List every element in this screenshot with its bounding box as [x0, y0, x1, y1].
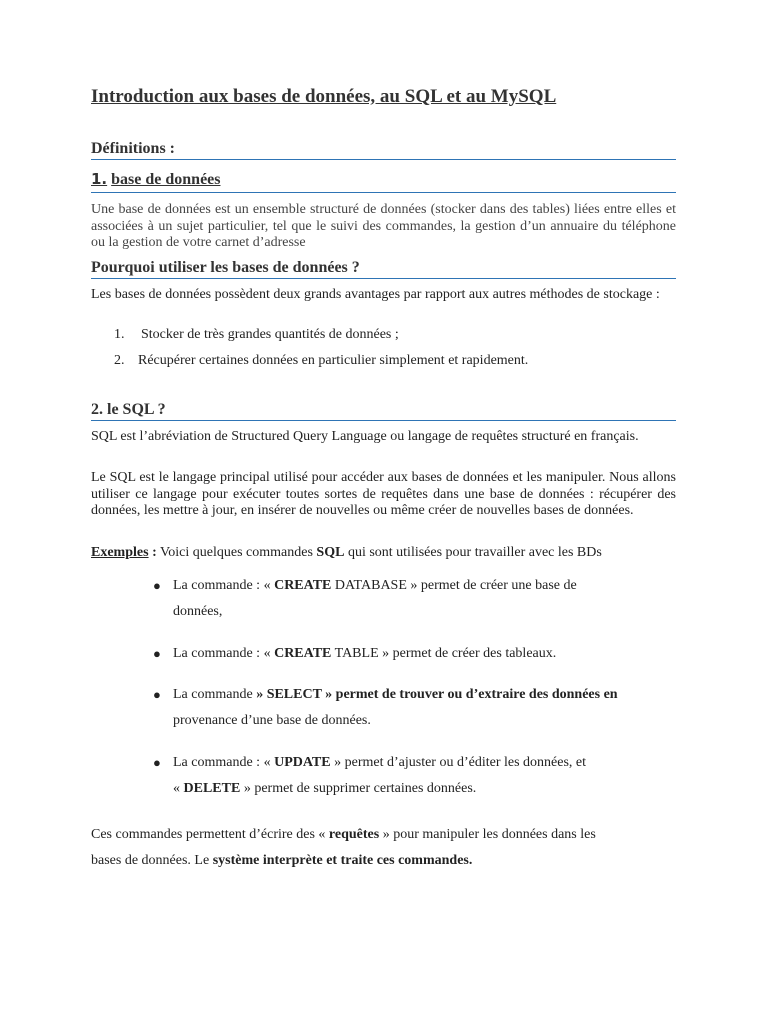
list-item-text: Récupérer certaines données en particulier simplement et rapidement. — [138, 353, 529, 368]
list-item-number: 2. — [114, 353, 125, 368]
closing-paragraph: Ces commandes permettent d’écrire des « requêtes » pour manipuler les données dans les bases de données. Le système interprète et traite ces commandes. — [91, 827, 596, 868]
document-title: Introduction aux bases de données, au SQL et au MySQL — [91, 86, 557, 107]
bullet-icon: ● — [153, 646, 161, 661]
bullet-icon: ● — [153, 687, 161, 702]
bullet-icon: ● — [153, 578, 161, 593]
why-paragraph: Les bases de données possèdent deux grands avantages par rapport aux autres méthodes de stockage : — [91, 287, 660, 302]
section1-paragraph: Une base de données est un ensemble structuré de données (stocker dans des tables) liées entre elles et associées à un sujet particulier, tel que le suivi des commandes, la gestion d’un annuaire du téléphone ou la gestion de votre carnet d’adresse — [91, 202, 676, 250]
section2-paragraph-1: SQL est l’abréviation de Structured Query Language ou langage de requêtes structuré en français. — [91, 429, 639, 444]
definitions-heading: Définitions : — [91, 140, 676, 160]
section1-title: base de données — [111, 171, 221, 188]
why-heading: Pourquoi utiliser les bases de données ? — [91, 259, 676, 279]
section2-paragraph-2: Le SQL est le langage principal utilisé pour accéder aux bases de données et les manipuler. Nous allons utiliser ce langage pour exécuter toutes sortes de requêtes dans une base de données : récupérer des données, les mettre à jour, en insérer de nouvelles ou même créer de nouvelles bases de données. — [91, 470, 676, 518]
list-item-text: Stocker de très grandes quantités de données ; — [141, 327, 399, 342]
section1-rule — [91, 192, 676, 193]
list-item — [114, 353, 529, 369]
list-item — [114, 327, 399, 343]
examples-label: Exemples — [91, 545, 149, 560]
list-item-number: 1. — [114, 327, 125, 342]
bullet-icon: ● — [153, 755, 161, 770]
section2-heading: 2. le SQL ? — [91, 401, 676, 421]
section1-number: 1. — [91, 170, 108, 188]
section1-heading — [91, 170, 221, 189]
examples-intro: Exemples : Voici quelques commandes SQL qui sont utilisées pour travailler avec les BDs — [91, 545, 602, 560]
